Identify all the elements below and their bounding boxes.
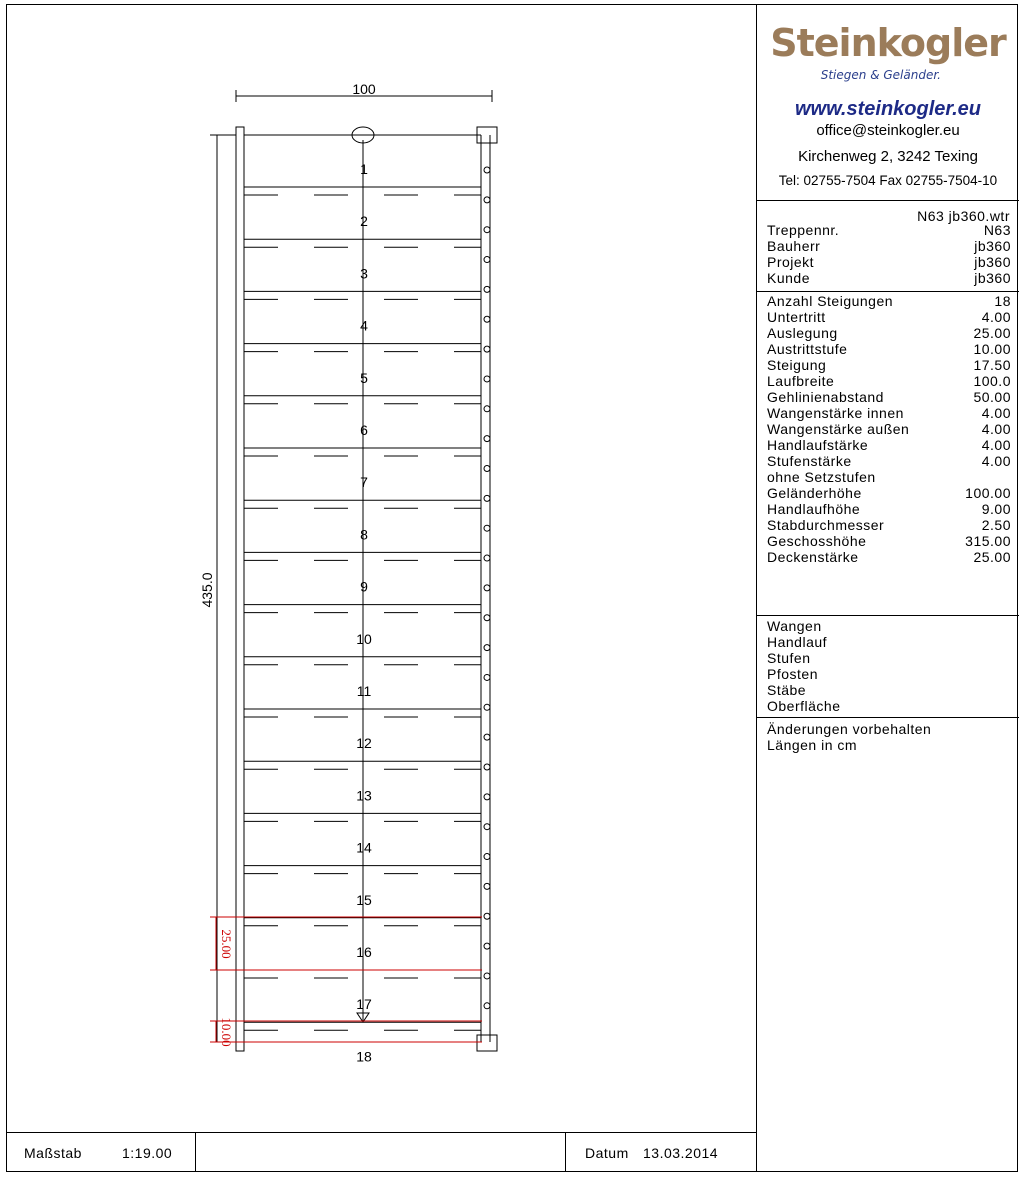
baluster: [484, 734, 490, 740]
baluster: [484, 197, 490, 203]
baluster: [484, 1003, 490, 1009]
spec-row-value: 4.00: [981, 437, 1011, 453]
company-address: Kirchenweg 2, 3242 Texing: [798, 148, 978, 165]
step-number: 17: [356, 996, 372, 1013]
step-number: 2: [360, 213, 368, 230]
spec-row-label: Austrittstufe: [767, 341, 848, 357]
step-number: 18: [356, 1048, 372, 1065]
material-item: Stufen: [767, 650, 811, 666]
spec-row: [767, 549, 1011, 565]
spec-row-label: Stabdurchmesser: [767, 517, 885, 533]
baluster: [484, 346, 490, 352]
spec-row-value: 18: [994, 293, 1011, 309]
step-number: 3: [360, 265, 368, 282]
baluster: [484, 973, 490, 979]
divider: [757, 291, 1019, 292]
spec-row-value: 4.00: [981, 421, 1011, 437]
spec-row-value: 9.00: [981, 501, 1011, 517]
divider: [757, 717, 1019, 718]
divider: [757, 615, 1019, 616]
baluster: [484, 227, 490, 233]
spec-row: [767, 325, 1011, 341]
step-number: 1: [360, 161, 368, 177]
spec-row: [767, 453, 1011, 469]
step-number: 10: [356, 630, 372, 647]
spec-row-label: Auslegung: [767, 325, 838, 341]
spec-row-label: Anzahl Steigungen: [767, 293, 894, 309]
material-item: Stäbe: [767, 682, 807, 698]
height-label: 435.0: [199, 572, 215, 608]
spec-row: [767, 501, 1011, 517]
spec-row-label: Deckenstärke: [767, 549, 859, 565]
spec-row-label: Gehlinienabstand: [767, 389, 884, 405]
spec-row: [767, 389, 1011, 405]
baluster: [484, 615, 490, 621]
material-item: Wangen: [767, 618, 822, 634]
file-info-row-label: Projekt: [767, 254, 815, 270]
baluster: [484, 883, 490, 889]
company-phone: Tel: 02755-7504 Fax 02755-7504-10: [778, 173, 998, 188]
spec-row-label: ohne Setzstufen: [767, 469, 876, 485]
company-name: Steinkogler: [770, 21, 1006, 65]
spec-row-value: 4.00: [981, 405, 1011, 421]
note-item: Längen in cm: [767, 737, 858, 753]
company-email[interactable]: office@steinkogler.eu: [816, 122, 960, 139]
spec-row-label: Geländerhöhe: [767, 485, 862, 501]
file-info-row: [767, 254, 1011, 270]
baluster: [484, 913, 490, 919]
step-numbers-group: [356, 161, 372, 1064]
baluster: [484, 376, 490, 382]
step-number: 15: [356, 891, 372, 908]
note-item: Änderungen vorbehalten: [767, 721, 932, 737]
spec-row-value: 4.00: [981, 309, 1011, 325]
balusters-group: [484, 167, 490, 1009]
date-label: Datum: [585, 1145, 629, 1161]
step-number: 7: [360, 474, 368, 491]
spec-row-label: Untertritt: [767, 309, 826, 325]
divider: [757, 200, 1019, 201]
spec-row: [767, 293, 1011, 309]
baluster: [484, 943, 490, 949]
title-block: [756, 4, 1018, 1172]
baluster: [484, 555, 490, 561]
file-info-row: [767, 270, 1011, 286]
baluster: [484, 525, 490, 531]
outer-stringer: [236, 127, 244, 1051]
baluster: [484, 436, 490, 442]
spec-row: [767, 421, 1011, 437]
spec-row-value: 50.00: [973, 389, 1011, 405]
baluster: [484, 585, 490, 591]
file-info-row-value: jb360: [974, 238, 1011, 254]
spec-row: [767, 517, 1011, 533]
step-number: 5: [360, 369, 368, 386]
spec-row-label: Handlaufhöhe: [767, 501, 861, 517]
spec-row: [767, 533, 1011, 549]
tread-depth-label: 25.00: [219, 929, 234, 959]
baluster: [484, 495, 490, 501]
spec-row: [767, 469, 1011, 485]
baluster: [484, 854, 490, 860]
spec-row-value: 100.0: [973, 373, 1011, 389]
spec-row: [767, 309, 1011, 325]
bottom-post: [477, 1035, 497, 1051]
step-number: 4: [360, 317, 368, 334]
baluster: [484, 674, 490, 680]
baluster: [484, 167, 490, 173]
spec-row-value: 4.00: [981, 453, 1011, 469]
file-info-row-value: jb360: [974, 270, 1011, 286]
step-number: 8: [360, 526, 368, 543]
spec-row: [767, 437, 1011, 453]
file-info-row-value: N63: [983, 222, 1011, 238]
step-number: 12: [356, 735, 372, 752]
spec-row-value: 25.00: [973, 325, 1011, 341]
step-number: 13: [356, 787, 372, 804]
spec-row-label: Stufenstärke: [767, 453, 852, 469]
file-info-row-label: Treppennr.: [767, 222, 840, 238]
landing-depth-label: 10.00: [219, 1017, 234, 1047]
file-info-row-value: jb360: [974, 254, 1011, 270]
company-logo: [757, 21, 1019, 82]
spec-row-value: 315.00: [965, 533, 1011, 549]
spec-row-label: Wangenstärke außen: [767, 421, 910, 437]
step-number: 9: [360, 578, 368, 595]
spec-row-value: 100.00: [965, 485, 1011, 501]
spec-row: [767, 485, 1011, 501]
material-item: Pfosten: [767, 666, 818, 682]
empty-cell: [196, 1133, 566, 1171]
step-number: 11: [356, 683, 372, 699]
file-name: N63 jb360.wtr: [917, 208, 1010, 224]
baluster: [484, 704, 490, 710]
material-item: Oberfläche: [767, 698, 841, 714]
baluster: [484, 824, 490, 830]
company-tagline: Stiegen & Geländer.: [820, 68, 941, 82]
spec-row-label: Laufbreite: [767, 373, 835, 389]
file-info-row: [767, 222, 1011, 238]
step-number: 6: [360, 422, 368, 438]
file-info-row: [767, 238, 1011, 254]
scale-cell: [6, 1133, 196, 1171]
baluster: [484, 466, 490, 472]
scale-value: 1:19.00: [122, 1145, 173, 1161]
spec-row-value: 10.00: [973, 341, 1011, 357]
spec-row-label: Wangenstärke innen: [767, 405, 904, 421]
spec-row: [767, 405, 1011, 421]
baluster: [484, 316, 490, 322]
baluster: [484, 645, 490, 651]
baluster: [484, 794, 490, 800]
width-label: 100: [352, 81, 376, 97]
scale-label: Maßstab: [24, 1145, 82, 1161]
baluster: [484, 257, 490, 263]
baluster: [484, 764, 490, 770]
baluster: [484, 286, 490, 292]
date-value: 13.03.2014: [643, 1145, 719, 1161]
step-number: 14: [356, 839, 372, 856]
spec-row-label: Handlaufstärke: [767, 437, 869, 453]
spec-row: [767, 373, 1011, 389]
file-info-row-label: Kunde: [767, 270, 810, 286]
file-info-row-label: Bauherr: [767, 238, 821, 254]
spec-row: [767, 341, 1011, 357]
material-item: Handlauf: [767, 634, 828, 650]
company-website[interactable]: www.steinkogler.eu: [795, 98, 981, 120]
footer-bar: [6, 1132, 756, 1172]
spec-row: [767, 357, 1011, 373]
spec-row-label: Geschosshöhe: [767, 533, 867, 549]
spec-row-value: 2.50: [981, 517, 1011, 533]
baluster: [484, 406, 490, 412]
spec-row-label: Steigung: [767, 357, 827, 373]
spec-row-value: 17.50: [973, 357, 1011, 373]
spec-row-value: 25.00: [973, 549, 1011, 565]
step-number: 16: [356, 944, 372, 960]
